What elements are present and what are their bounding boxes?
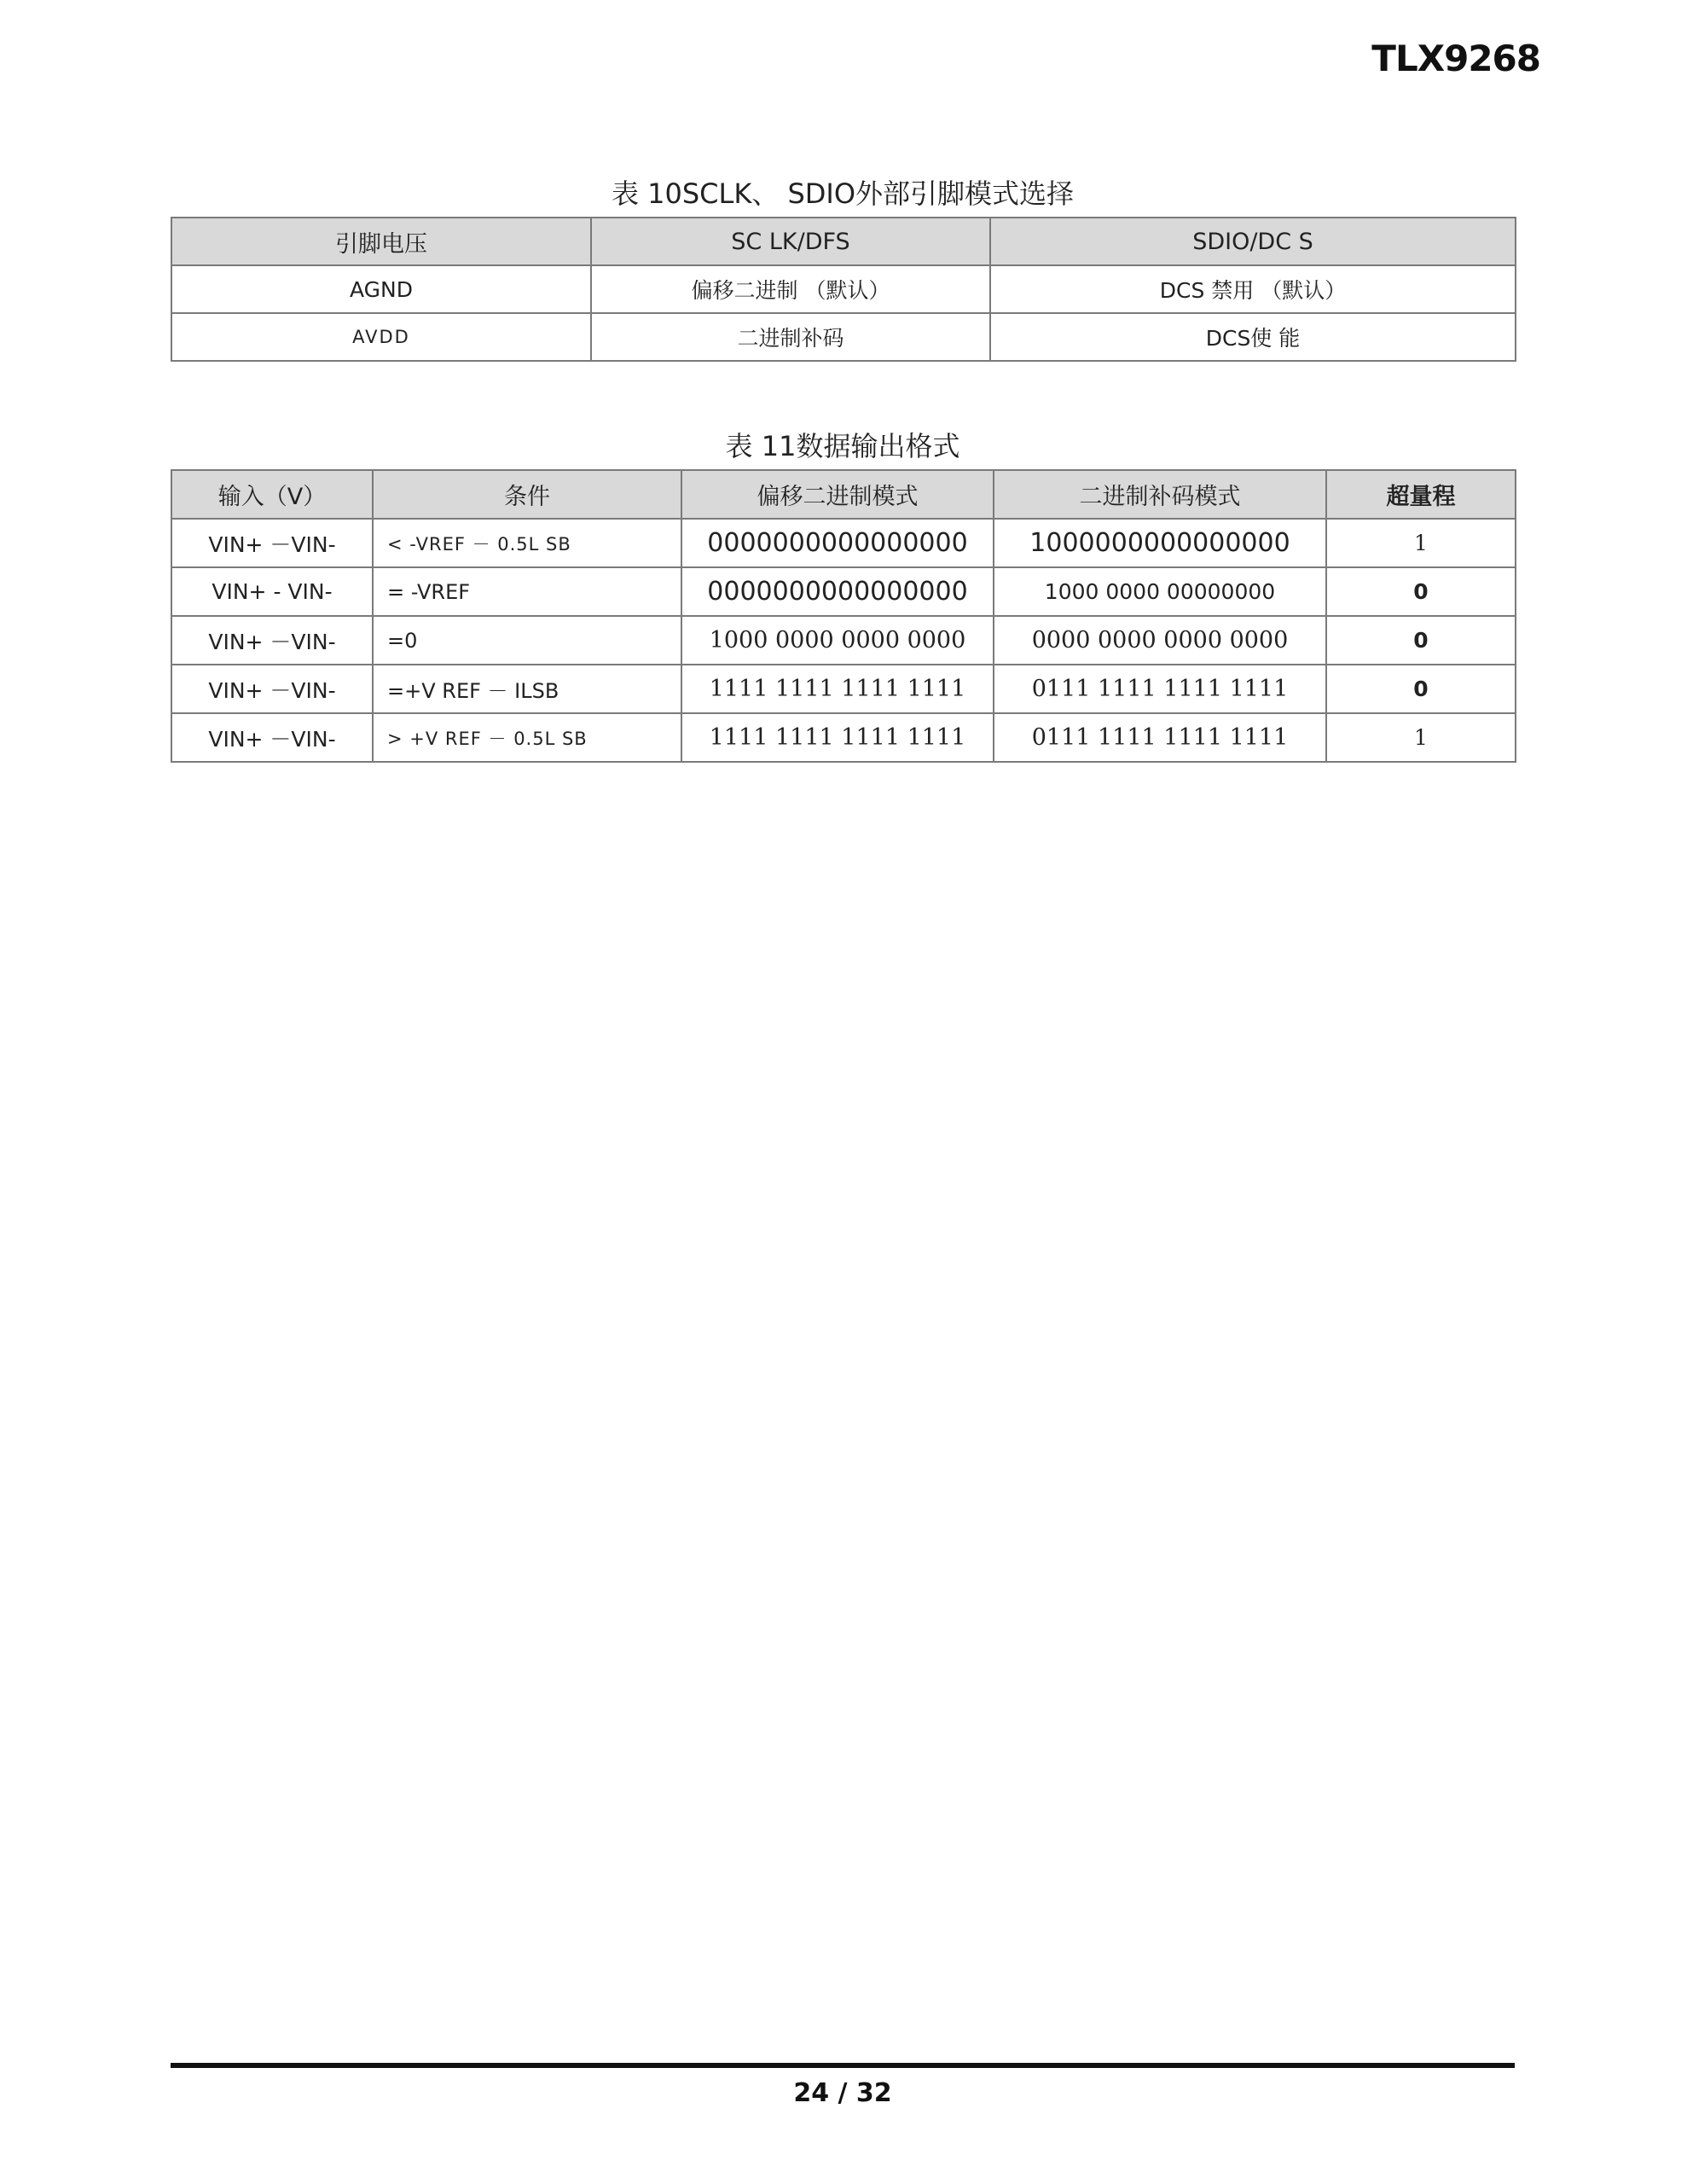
column-header: 引脚电压 bbox=[171, 218, 591, 265]
table-cell: 0111 1111 1111 1111 bbox=[994, 713, 1326, 762]
footer-divider bbox=[171, 2063, 1515, 2068]
table-cell: =+V REF － ILSB bbox=[373, 665, 681, 713]
table-cell: AGND bbox=[171, 265, 591, 313]
column-header: SDIO/DC S bbox=[990, 218, 1516, 265]
table-cell: 1111 1111 1111 1111 bbox=[681, 713, 994, 762]
table-cell: 0111 1111 1111 1111 bbox=[994, 665, 1326, 713]
pin-mode-table bbox=[171, 217, 1516, 362]
table-row bbox=[171, 713, 1516, 762]
table-cell: 0 bbox=[1326, 665, 1516, 713]
page-number: 24 / 32 bbox=[793, 2078, 892, 2108]
table-cell: 0 bbox=[1326, 567, 1516, 616]
table-cell: 二进制补码 bbox=[591, 313, 990, 361]
table-cell: 0000000000000000 bbox=[681, 519, 994, 567]
document-header-title: TLX9268 bbox=[1371, 38, 1540, 79]
data-output-format-table bbox=[171, 469, 1516, 763]
table-cell: VIN+ －VIN- bbox=[171, 665, 373, 713]
table-cell: 0 bbox=[1326, 616, 1516, 665]
table-row bbox=[171, 665, 1516, 713]
table-cell: 1111 1111 1111 1111 bbox=[681, 665, 994, 713]
table-cell: < -VREF － 0.5L SB bbox=[373, 519, 681, 567]
table-10-caption: 表 10SCLK、 SDIO外部引脚模式选择 bbox=[611, 177, 1075, 210]
table-row bbox=[171, 265, 1516, 313]
table-row bbox=[171, 519, 1516, 567]
table-row bbox=[171, 616, 1516, 665]
table-header-row bbox=[171, 218, 1516, 265]
column-header: SC LK/DFS bbox=[591, 218, 990, 265]
column-header: 超量程 bbox=[1326, 470, 1516, 519]
column-header: 输入（V） bbox=[171, 470, 373, 519]
column-header: 二进制补码模式 bbox=[994, 470, 1326, 519]
table-cell: 1000 0000 0000 0000 bbox=[681, 616, 994, 665]
table-cell: 0000000000000000 bbox=[681, 567, 994, 616]
table-cell: =0 bbox=[373, 616, 681, 665]
table-row bbox=[171, 313, 1516, 361]
table-cell: = -VREF bbox=[373, 567, 681, 616]
table-header-row bbox=[171, 470, 1516, 519]
table-11-caption: 表 11数据输出格式 bbox=[725, 430, 960, 462]
table-cell: 1000000000000000 bbox=[994, 519, 1326, 567]
table-cell: 1000 0000 00000000 bbox=[994, 567, 1326, 616]
table-cell: DCS使 能 bbox=[990, 313, 1516, 361]
table-cell: 偏移二进制 （默认） bbox=[591, 265, 990, 313]
column-header: 条件 bbox=[373, 470, 681, 519]
table-cell: 1 bbox=[1326, 519, 1516, 567]
table-row bbox=[171, 567, 1516, 616]
table-cell: VIN+ －VIN- bbox=[171, 713, 373, 762]
table-cell: VIN+ - VIN- bbox=[171, 567, 373, 616]
table-cell: DCS 禁用 （默认） bbox=[990, 265, 1516, 313]
table-cell: > +V REF － 0.5L SB bbox=[373, 713, 681, 762]
table-cell: VIN+ －VIN- bbox=[171, 519, 373, 567]
table-cell: AVDD bbox=[171, 313, 591, 361]
table-cell: 1 bbox=[1326, 713, 1516, 762]
column-header: 偏移二进制模式 bbox=[681, 470, 994, 519]
table-cell: VIN+ －VIN- bbox=[171, 616, 373, 665]
table-cell: 0000 0000 0000 0000 bbox=[994, 616, 1326, 665]
